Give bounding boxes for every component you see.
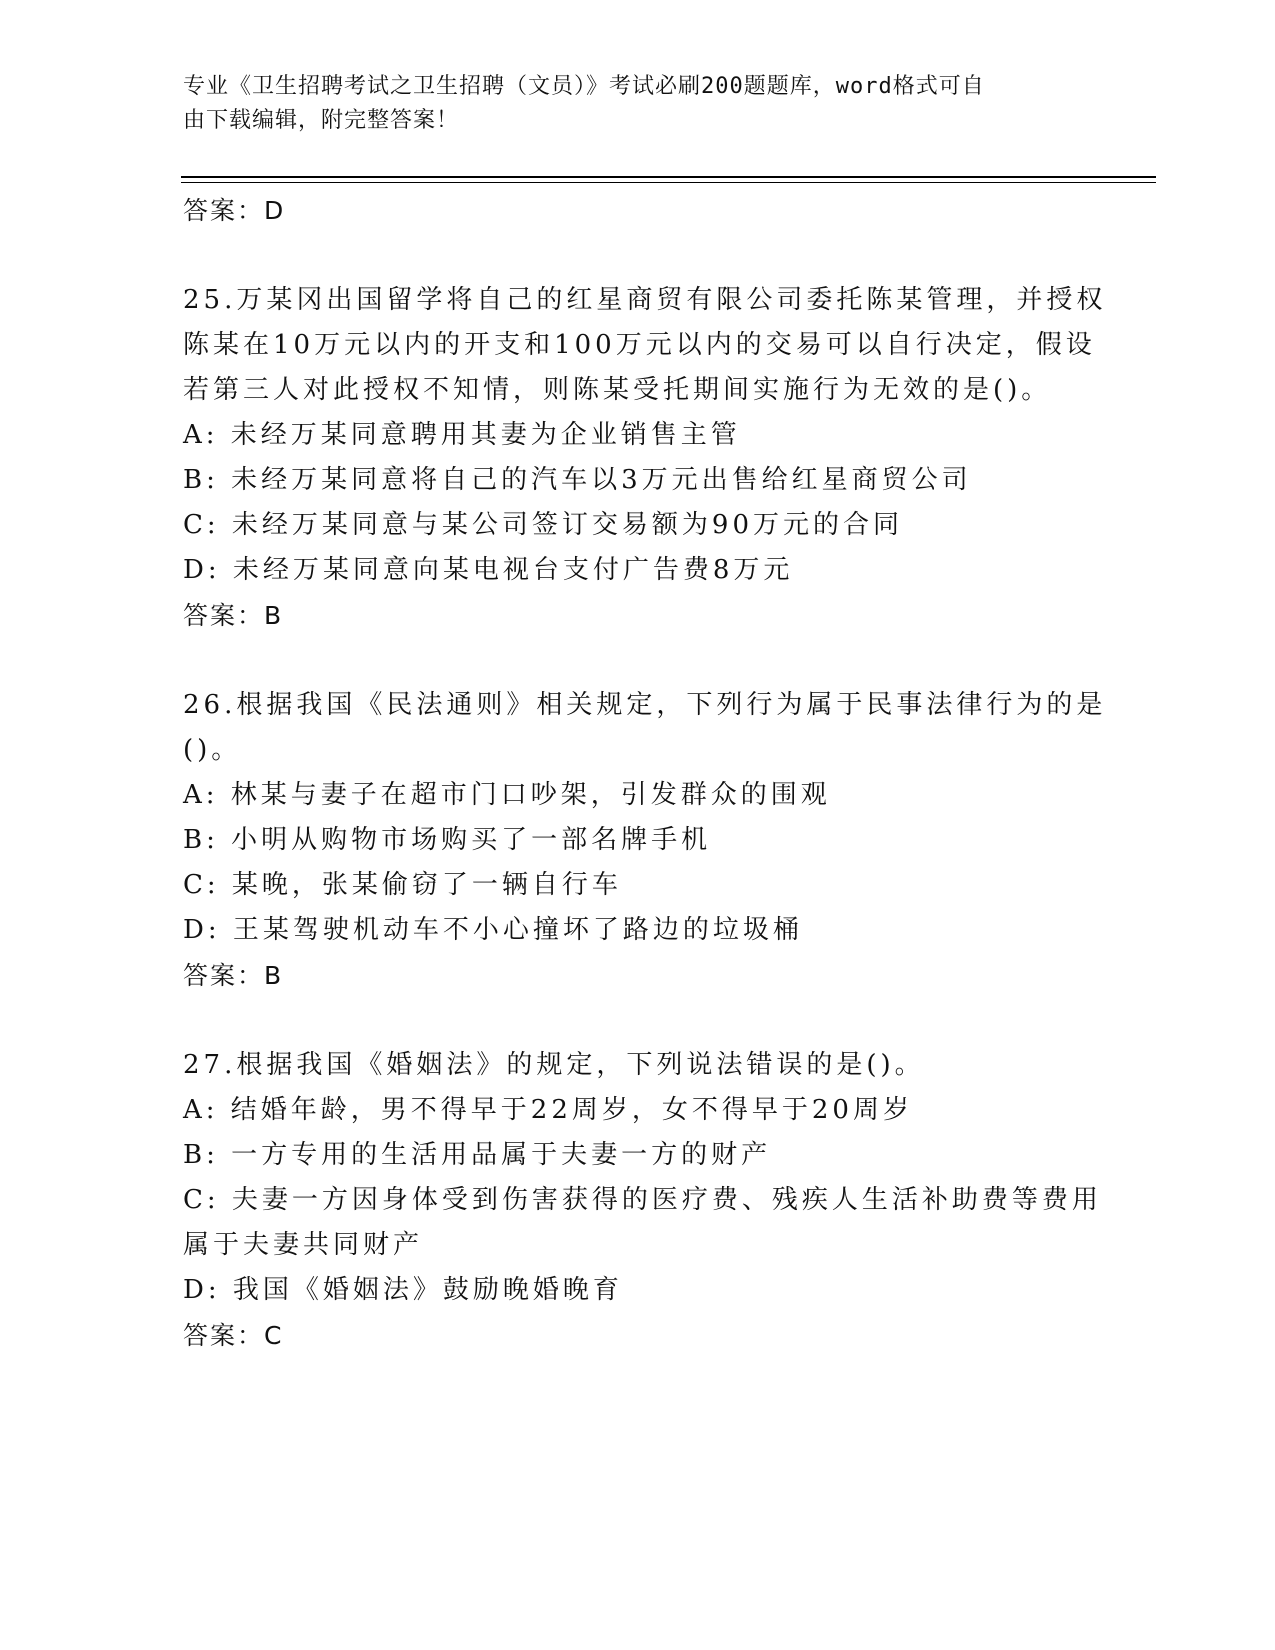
document-body xyxy=(183,188,1107,1359)
answer-previous: 答案：D xyxy=(183,196,286,225)
option-a: A: 未经万某同意聘用其妻为企业销售主管 xyxy=(183,420,741,450)
question-text: ()。 xyxy=(183,735,242,765)
question-text: 26.根据我国《民法通则》相关规定，下列行为属于民事法律行为的是 xyxy=(183,690,1107,720)
option-c-continued: 属于夫妻共同财产 xyxy=(183,1230,424,1260)
option-d: D: 王某驾驶机动车不小心撞坏了路边的垃圾桶 xyxy=(183,915,803,945)
answer: 答案：B xyxy=(183,601,284,630)
option-b: B: 一方专用的生活用品属于夫妻一方的财产 xyxy=(183,1140,772,1170)
question-27 xyxy=(183,1043,1102,1359)
question-text: 27.根据我国《婚姻法》的规定，下列说法错误的是()。 xyxy=(183,1050,925,1080)
header-line-2: 由下载编辑，附完整答案！ xyxy=(183,108,460,133)
option-d: D: 我国《婚姻法》鼓励晚婚晚育 xyxy=(183,1275,623,1305)
option-c: C: 夫妻一方因身体受到伤害获得的医疗费、残疾人生活补助费等费用 xyxy=(183,1185,1102,1215)
answer: 答案：C xyxy=(183,1321,284,1350)
header-line-1: 专业《卫生招聘考试之卫生招聘（文员）》考试必刷200题题库，word格式可自 xyxy=(183,74,985,99)
spacer xyxy=(183,234,1083,278)
question-text: 陈某在10万元以内的开支和100万元以内的交易可以自行决定，假设 xyxy=(183,330,1096,360)
header-rule xyxy=(181,176,1156,178)
answer: 答案：B xyxy=(183,961,284,990)
option-c: C: 未经万某同意与某公司签订交易额为90万元的合同 xyxy=(183,510,904,540)
question-26 xyxy=(183,683,1107,999)
page-header xyxy=(183,70,1043,138)
spacer xyxy=(183,999,1083,1043)
question-text: 25.万某冈出国留学将自己的红星商贸有限公司委托陈某管理，并授权 xyxy=(183,285,1107,315)
spacer xyxy=(183,639,1083,683)
option-b: B: 未经万某同意将自己的汽车以3万元出售给红星商贸公司 xyxy=(183,465,972,495)
option-c: C: 某晚，张某偷窃了一辆自行车 xyxy=(183,870,622,900)
option-d: D: 未经万某同意向某电视台支付广告费8万元 xyxy=(183,555,794,585)
question-25 xyxy=(183,278,1107,639)
option-a: A: 结婚年龄，男不得早于22周岁，女不得早于20周岁 xyxy=(183,1095,913,1125)
option-a: A: 林某与妻子在超市门口吵架，引发群众的围观 xyxy=(183,780,831,810)
question-text: 若第三人对此授权不知情，则陈某受托期间实施行为无效的是()。 xyxy=(183,375,1052,405)
option-b: B: 小明从购物市场购买了一部名牌手机 xyxy=(183,825,712,855)
header-rule-thin xyxy=(181,182,1156,183)
